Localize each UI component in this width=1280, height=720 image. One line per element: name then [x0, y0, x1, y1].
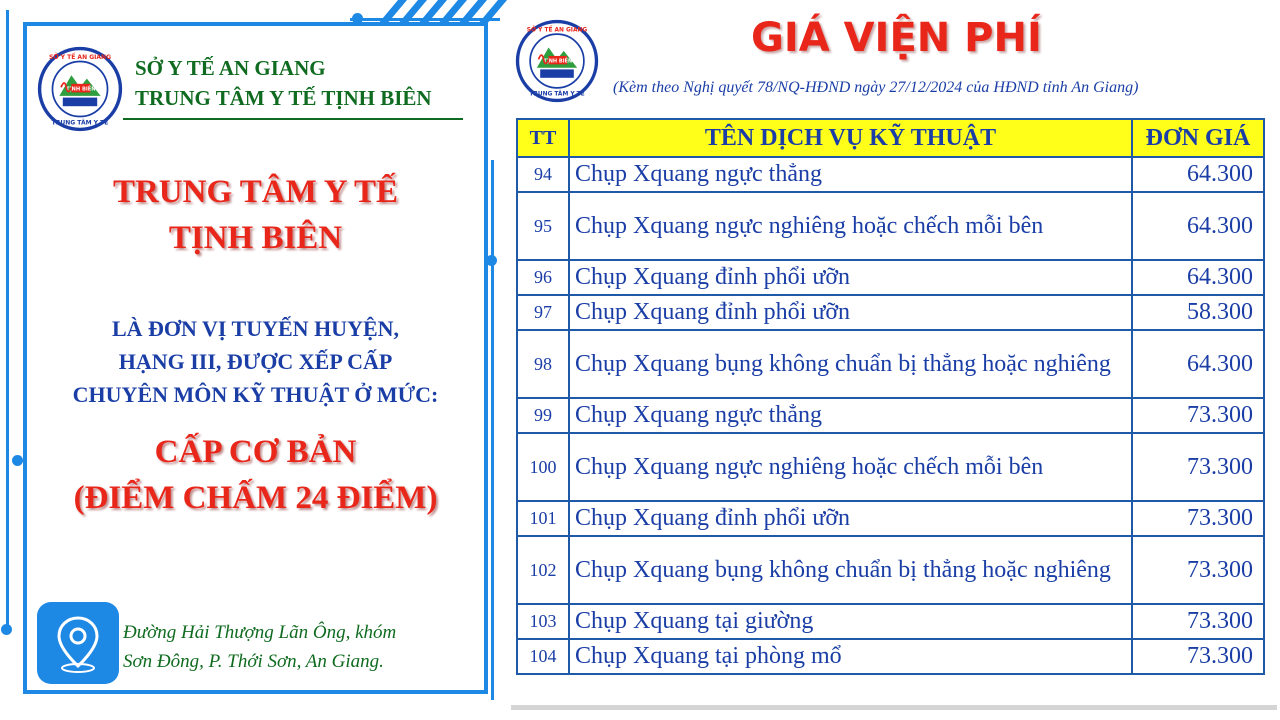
row-tt: 101	[517, 501, 569, 536]
row-price: 73.300	[1132, 501, 1264, 536]
row-service-name: Chụp Xquang đỉnh phổi ưỡn	[569, 260, 1132, 295]
table-row	[517, 501, 1264, 536]
description-line3: CHUYÊN MÔN KỸ THUẬT Ở MỨC:	[72, 382, 439, 407]
row-tt: 102	[517, 536, 569, 604]
row-price: 73.300	[1132, 398, 1264, 433]
table-row	[517, 604, 1264, 639]
price-table	[516, 118, 1265, 675]
description-line2: HẠNG III, ĐƯỢC XẾP CẤP	[118, 349, 393, 374]
row-price: 73.300	[1132, 639, 1264, 674]
table-row	[517, 639, 1264, 674]
row-tt: 99	[517, 398, 569, 433]
fee-title: GIÁ VIỆN PHÍ	[751, 15, 1042, 61]
row-service-name: Chụp Xquang đỉnh phổi ưỡn	[569, 295, 1132, 330]
frame-dot	[1, 624, 12, 635]
logo-badge: TỊNH BIÊN	[66, 86, 96, 93]
row-service-name: Chụp Xquang ngực nghiêng hoặc chếch mỗi bên	[569, 192, 1132, 260]
address	[123, 618, 473, 676]
description-line1: LÀ ĐƠN VỊ TUYẾN HUYỆN,	[111, 316, 400, 341]
table-row	[517, 192, 1264, 260]
org-parent-name: SỞ Y TẾ AN GIANG	[135, 56, 326, 80]
level-line2: (ĐIỂM CHẤM 24 ĐIỂM)	[73, 480, 438, 516]
row-tt: 97	[517, 295, 569, 330]
row-tt: 96	[517, 260, 569, 295]
row-service-name: Chụp Xquang ngực thẳng	[569, 398, 1132, 433]
org-name: TRUNG TÂM Y TẾ TỊNH BIÊN	[135, 86, 432, 110]
row-price: 73.300	[1132, 536, 1264, 604]
org-underline	[123, 118, 463, 120]
table-row	[517, 260, 1264, 295]
row-tt: 104	[517, 639, 569, 674]
header-service-name: TÊN DỊCH VỤ KỸ THUẬT	[569, 119, 1132, 157]
table-row	[517, 433, 1264, 501]
price-panel	[511, 5, 1277, 710]
header-tt: TT	[517, 119, 569, 157]
info-card	[23, 22, 488, 694]
frame-line-left	[6, 10, 9, 630]
address-line2: Sơn Đông, P. Thới Sơn, An Giang.	[123, 651, 384, 672]
row-tt: 95	[517, 192, 569, 260]
logo-text-bottom: TRUNG TÂM Y TẾ	[529, 91, 585, 98]
table-row	[517, 157, 1264, 192]
row-price: 73.300	[1132, 604, 1264, 639]
logo-text-bottom: TRUNG TÂM Y TẾ	[51, 119, 109, 127]
row-price: 58.300	[1132, 295, 1264, 330]
logo-text-top: SỞ Y TẾ AN GIANG	[48, 53, 112, 61]
frame-dot	[12, 455, 23, 466]
center-title-line1: TRUNG TÂM Y TẾ	[112, 174, 399, 210]
logo-text-top: SỞ Y TẾ AN GIANG	[526, 27, 588, 34]
row-price: 64.300	[1132, 157, 1264, 192]
row-price: 64.300	[1132, 192, 1264, 260]
row-service-name: Chụp Xquang bụng không chuẩn bị thẳng hoặc nghiêng	[569, 330, 1132, 398]
row-tt: 100	[517, 433, 569, 501]
location-pin-icon	[37, 602, 119, 684]
row-tt: 98	[517, 330, 569, 398]
table-row	[517, 536, 1264, 604]
table-row	[517, 295, 1264, 330]
row-service-name: Chụp Xquang tại giường	[569, 604, 1132, 639]
header-price: ĐƠN GIÁ	[1132, 119, 1264, 157]
row-price: 64.300	[1132, 260, 1264, 295]
frame-line-middle	[491, 160, 494, 700]
fee-subtitle: (Kèm theo Nghị quyết 78/NQ-HĐND ngày 27/12/2024 của HĐND tỉnh An Giang)	[613, 79, 1139, 96]
row-service-name: Chụp Xquang đỉnh phổi ưỡn	[569, 501, 1132, 536]
table-row	[517, 330, 1264, 398]
row-tt: 103	[517, 604, 569, 639]
hospital-logo	[515, 19, 599, 103]
address-line1: Đường Hải Thượng Lãn Ông, khóm	[123, 622, 397, 643]
row-service-name: Chụp Xquang ngực nghiêng hoặc chếch mỗi bên	[569, 433, 1132, 501]
level-line1: CẤP CƠ BẢN	[154, 434, 357, 470]
row-tt: 94	[517, 157, 569, 192]
hospital-logo	[37, 46, 123, 132]
row-service-name: Chụp Xquang ngực thẳng	[569, 157, 1132, 192]
table-header-row	[517, 119, 1264, 157]
row-price: 64.300	[1132, 330, 1264, 398]
logo-badge: TỊNH BIÊN	[543, 58, 573, 65]
row-price: 73.300	[1132, 433, 1264, 501]
center-title-line2: TỊNH BIÊN	[168, 220, 343, 256]
row-service-name: Chụp Xquang bụng không chuẩn bị thẳng hoặc nghiêng	[569, 536, 1132, 604]
table-row	[517, 398, 1264, 433]
row-service-name: Chụp Xquang tại phòng mổ	[569, 639, 1132, 674]
